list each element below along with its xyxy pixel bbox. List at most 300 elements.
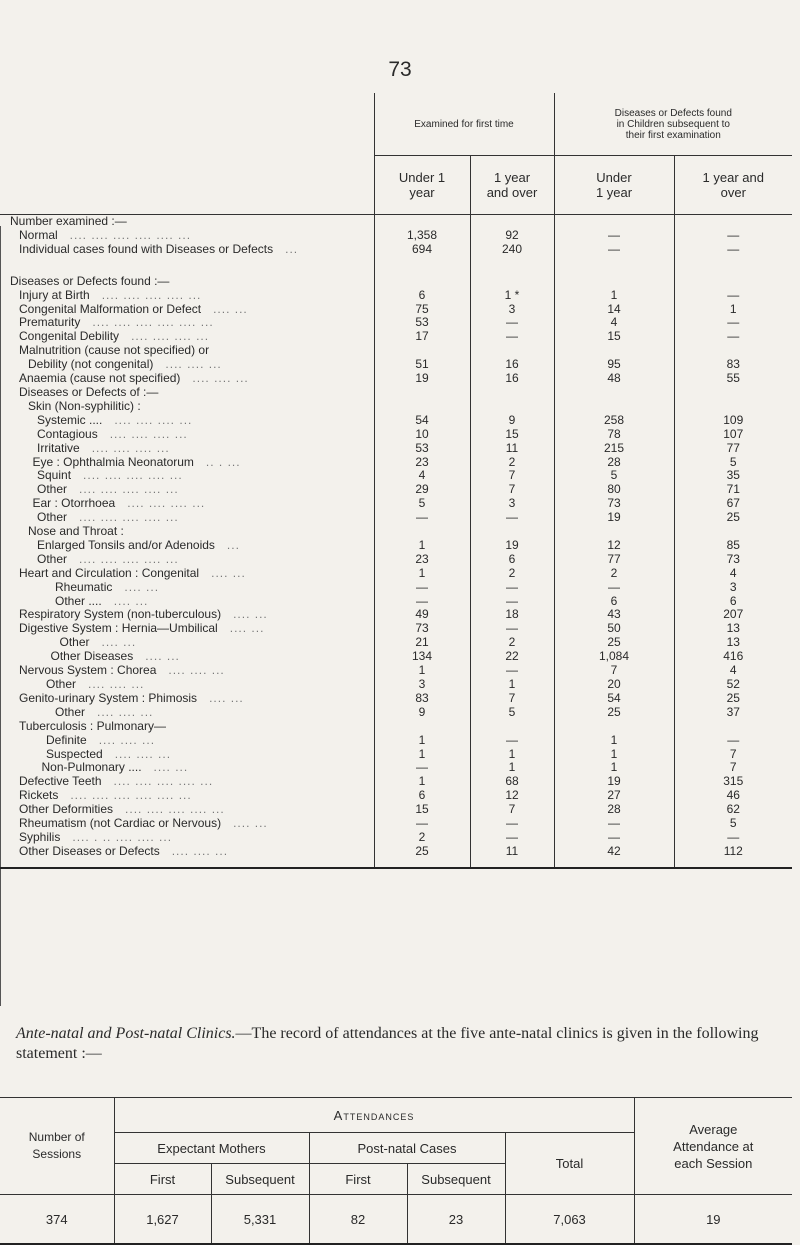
cell-value <box>374 720 470 734</box>
page-number: 73 <box>388 58 412 81</box>
header-expectant-mothers: Expectant Mothers <box>114 1133 309 1164</box>
cell-value: 4 <box>674 567 792 581</box>
cell-value: 1 <box>554 734 674 748</box>
cell-value: 9 <box>470 414 554 428</box>
cell-value: 71 <box>674 483 792 497</box>
table-row <box>0 789 792 803</box>
table-row <box>0 497 792 511</box>
cell-value: — <box>374 511 470 525</box>
dot-leader: .... .... ... <box>168 664 225 678</box>
table-row <box>0 761 792 775</box>
dot-leader: .... ... <box>233 608 268 622</box>
cell-value: 37 <box>674 706 792 720</box>
row-label <box>0 817 374 831</box>
cell-value: 43 <box>554 608 674 622</box>
cell-value: 83 <box>674 358 792 372</box>
cell-value: 6 <box>374 789 470 803</box>
sessions-count: 374 <box>0 1195 114 1245</box>
cell-value: 1 <box>554 748 674 762</box>
row-label <box>0 664 374 678</box>
row-label <box>0 372 374 386</box>
row-label-text: Debility (not congenital) <box>28 358 154 372</box>
expectant-subsequent: 5,331 <box>211 1195 309 1245</box>
row-label-text: Tuberculosis : Pulmonary— <box>19 719 166 733</box>
cell-value: 2 <box>470 636 554 650</box>
row-label <box>0 243 374 257</box>
row-label <box>0 316 374 330</box>
cell-value: 1,358 <box>374 229 470 243</box>
cell-value: 52 <box>674 678 792 692</box>
cell-value: — <box>470 316 554 330</box>
dot-leader: .... .... .... .... ... <box>125 803 225 817</box>
cell-value: 107 <box>674 428 792 442</box>
cell-value: 15 <box>554 330 674 344</box>
row-label <box>0 414 374 428</box>
table-row <box>0 525 792 539</box>
row-label-text: Prematurity <box>19 316 81 330</box>
cell-value: 62 <box>674 803 792 817</box>
cell-value: 25 <box>554 706 674 720</box>
row-label <box>0 748 374 762</box>
cell-value: 54 <box>374 414 470 428</box>
cell-value: 78 <box>554 428 674 442</box>
row-label-text: Syphilis <box>19 830 61 844</box>
dot-leader: .... ... <box>229 622 265 636</box>
row-label <box>0 358 374 372</box>
row-label-text: Rheumatism (not Cardiac or Nervous) <box>19 817 222 831</box>
row-label-text: Other .... <box>55 594 102 608</box>
cell-value <box>374 275 470 289</box>
header-subsequent: Subsequent <box>407 1164 505 1195</box>
postnatal-subsequent: 23 <box>407 1195 505 1245</box>
row-label-text: Malnutrition (cause not specified) or <box>19 344 210 358</box>
row-label-text: Anaemia (cause not specified) <box>19 372 181 386</box>
cell-value <box>554 257 674 275</box>
dot-leader: .... .... .... .... ... <box>79 552 179 566</box>
row-label <box>0 775 374 789</box>
cell-value: — <box>554 229 674 243</box>
cell-value: — <box>674 330 792 344</box>
cell-value: 46 <box>674 789 792 803</box>
dot-leader: .... ... <box>233 817 268 831</box>
cell-value: 17 <box>374 330 470 344</box>
table-row <box>0 469 792 483</box>
cell-value: 9 <box>374 706 470 720</box>
cell-value: 19 <box>470 539 554 553</box>
cell-value: 3 <box>674 581 792 595</box>
row-label-text: Rickets <box>19 789 59 803</box>
cell-value: — <box>470 817 554 831</box>
cell-value: — <box>470 581 554 595</box>
header-under-1-year: Under 1 year <box>374 156 470 215</box>
dot-leader: .... .... .... ... <box>109 427 188 441</box>
row-label <box>0 456 374 470</box>
cell-value: 23 <box>374 456 470 470</box>
row-label <box>0 483 374 497</box>
cell-value <box>374 257 470 275</box>
dot-leader: .... . .. .... .... ... <box>72 830 173 844</box>
cell-value <box>374 344 470 358</box>
cell-value: 54 <box>554 692 674 706</box>
row-label-text: Other Diseases or Defects <box>19 844 160 858</box>
cell-value: 73 <box>674 553 792 567</box>
row-label-text: Other Deformities <box>19 803 114 817</box>
dot-leader: .... ... <box>124 580 160 594</box>
cell-value <box>470 386 554 400</box>
cell-value: — <box>554 581 674 595</box>
cell-value: 240 <box>470 243 554 257</box>
cell-value: 68 <box>470 775 554 789</box>
dot-leader: .... .... .... ... <box>127 497 206 511</box>
row-label-text: Digestive System : Hernia—Umbilical <box>19 622 218 636</box>
cell-value: 1 <box>374 664 470 678</box>
row-label <box>0 692 374 706</box>
row-label-text: Genito-urinary System : Phimosis <box>19 691 198 705</box>
header-1-year-and-over: 1 year and over <box>470 156 554 215</box>
cell-value: 1 <box>470 761 554 775</box>
table-row <box>0 442 792 456</box>
cell-value: 95 <box>554 358 674 372</box>
cell-value: 5 <box>554 469 674 483</box>
dot-leader: .. . ... <box>205 455 241 469</box>
row-label-text: Diseases or Defects found :— <box>10 274 170 288</box>
cell-value: — <box>374 817 470 831</box>
cell-value: 18 <box>470 608 554 622</box>
dot-leader: .... .... .... .... ... <box>83 469 183 483</box>
cell-value: 5 <box>674 817 792 831</box>
cell-value: — <box>470 734 554 748</box>
header-spacer <box>0 156 374 215</box>
row-label <box>0 275 374 289</box>
cell-value: — <box>470 831 554 845</box>
cell-value: 28 <box>554 456 674 470</box>
cell-value: 7 <box>674 748 792 762</box>
cell-value: 83 <box>374 692 470 706</box>
cell-value: 16 <box>470 358 554 372</box>
dot-leader: .... .... ... <box>165 358 222 372</box>
cell-value: 5 <box>470 706 554 720</box>
table-row <box>0 275 792 289</box>
cell-value: — <box>674 316 792 330</box>
cell-value: 23 <box>374 553 470 567</box>
table-row <box>0 539 792 553</box>
row-label-text: Contagious <box>37 427 98 441</box>
cell-value: 77 <box>554 553 674 567</box>
attendances-table <box>0 1097 792 1245</box>
row-label <box>0 303 374 317</box>
cell-value: 7 <box>470 483 554 497</box>
row-label-text: Squint <box>37 469 72 483</box>
cell-value: 75 <box>374 303 470 317</box>
row-label <box>0 636 374 650</box>
table-row <box>0 243 792 257</box>
table-row <box>0 289 792 303</box>
table-row <box>0 400 792 414</box>
row-label <box>0 344 374 358</box>
dot-leader: .... .... ... <box>192 372 249 386</box>
cell-value: 15 <box>470 428 554 442</box>
cell-value: 5 <box>674 456 792 470</box>
clinics-paragraph <box>16 1024 796 1064</box>
postnatal-first: 82 <box>309 1195 407 1245</box>
row-label-text: Injury at Birth <box>19 288 90 302</box>
table-row <box>0 229 792 243</box>
cell-value <box>374 215 470 229</box>
cell-value: 112 <box>674 845 792 868</box>
header-1-year-and-over: 1 year and over <box>674 156 792 215</box>
cell-value <box>554 386 674 400</box>
table-row <box>0 456 792 470</box>
average-attendance: 19 <box>634 1195 792 1245</box>
cell-value: 1 <box>554 289 674 303</box>
cell-value: 77 <box>674 442 792 456</box>
cell-value: — <box>674 229 792 243</box>
cell-value: 1 <box>374 748 470 762</box>
table-row <box>0 414 792 428</box>
row-label-text: Nervous System : Chorea <box>19 664 157 678</box>
row-label <box>0 330 374 344</box>
row-label <box>0 215 374 229</box>
cell-value: — <box>470 330 554 344</box>
row-label-text: Number examined :— <box>10 214 127 228</box>
row-label-text: Individual cases found with Diseases or Defects <box>19 242 274 256</box>
row-label <box>0 831 374 845</box>
row-label-text: Definite <box>46 733 87 747</box>
cell-value: 15 <box>374 803 470 817</box>
cell-value: 25 <box>674 511 792 525</box>
row-label-text: Other <box>37 552 68 566</box>
row-label-text: Nose and Throat : <box>28 525 124 539</box>
cell-value: 2 <box>470 567 554 581</box>
row-label <box>0 706 374 720</box>
row-label-text: Defective Teeth <box>19 775 102 789</box>
clinics-heading: Ante-natal and Post-natal Clinics. <box>16 1025 236 1042</box>
table-row <box>0 803 792 817</box>
row-label-text: Ear : Otorrhoea <box>32 497 116 511</box>
table-row <box>0 303 792 317</box>
cell-value: 50 <box>554 622 674 636</box>
table-row <box>0 581 792 595</box>
row-label-text: Other <box>59 636 90 650</box>
cell-value: 7 <box>470 692 554 706</box>
cell-value: 6 <box>374 289 470 303</box>
cell-value: 1 <box>674 303 792 317</box>
table-row <box>0 330 792 344</box>
cell-value: — <box>674 831 792 845</box>
cell-value: 19 <box>374 372 470 386</box>
cell-value: 55 <box>674 372 792 386</box>
dot-leader: .... .... .... .... .... ... <box>69 228 192 242</box>
cell-value: 7 <box>470 469 554 483</box>
row-label-text: Non-Pulmonary .... <box>41 761 142 775</box>
cell-value: 73 <box>554 497 674 511</box>
dot-leader: .... .... .... .... ... <box>101 288 202 302</box>
row-label <box>0 257 374 275</box>
dot-leader: .... ... <box>101 636 137 650</box>
table-row <box>0 831 792 845</box>
row-label-text: Systemic .... <box>37 413 103 427</box>
cell-value: 12 <box>470 789 554 803</box>
cell-value: 2 <box>374 831 470 845</box>
cell-value: 27 <box>554 789 674 803</box>
cell-value: 11 <box>470 442 554 456</box>
dot-leader: .... ... <box>211 566 246 580</box>
cell-value: 22 <box>470 650 554 664</box>
row-label-text: Heart and Circulation : Congenital <box>19 566 200 580</box>
cell-value <box>554 720 674 734</box>
row-label-text: Eye : Ophthalmia Neonatorum <box>32 455 194 469</box>
cell-value: 7 <box>470 803 554 817</box>
row-label <box>0 734 374 748</box>
cell-value <box>674 344 792 358</box>
table-row <box>0 720 792 734</box>
cell-value: — <box>470 664 554 678</box>
cell-value: 315 <box>674 775 792 789</box>
cell-value: — <box>674 734 792 748</box>
row-label-text: Congenital Malformation or Defect <box>19 302 202 316</box>
cell-value: 49 <box>374 608 470 622</box>
row-label <box>0 400 374 414</box>
cell-value: 3 <box>470 303 554 317</box>
dot-leader: ... <box>285 242 299 256</box>
cell-value <box>470 215 554 229</box>
row-label <box>0 803 374 817</box>
cell-value: 67 <box>674 497 792 511</box>
row-label-text: Other <box>37 483 68 497</box>
row-label-text: Other <box>46 678 77 691</box>
cell-value: 20 <box>554 678 674 692</box>
cell-value: 21 <box>374 636 470 650</box>
header-total: Total <box>505 1133 634 1195</box>
dot-leader: .... ... <box>145 650 180 664</box>
cell-value <box>674 215 792 229</box>
cell-value: 35 <box>674 469 792 483</box>
cell-value: 48 <box>554 372 674 386</box>
cell-value <box>374 525 470 539</box>
table-row <box>0 608 792 622</box>
cell-value: 1 <box>374 567 470 581</box>
dot-leader: .... .... .... .... .... ... <box>70 789 192 803</box>
row-label <box>0 608 374 622</box>
table-row <box>0 483 792 497</box>
header-examined-first-time: Examined for first time <box>374 93 554 156</box>
clinics-text: —The record of attendances at the five ante-natal clinics is given in the following statement :— <box>16 1025 759 1062</box>
header-attendances: Attendances <box>114 1098 634 1133</box>
row-label-text: Other <box>55 705 86 719</box>
cell-value: 42 <box>554 845 674 868</box>
header-subsequent: Subsequent <box>211 1164 309 1195</box>
cell-value: 416 <box>674 650 792 664</box>
cell-value: — <box>374 761 470 775</box>
cell-value <box>470 525 554 539</box>
row-label-text: Other <box>37 511 68 525</box>
cell-value: 1 * <box>470 289 554 303</box>
table-row <box>0 428 792 442</box>
cell-value <box>374 386 470 400</box>
cell-value: 4 <box>674 664 792 678</box>
row-label <box>0 720 374 734</box>
cell-value: 1 <box>470 748 554 762</box>
table-row <box>0 215 792 229</box>
cell-value <box>470 257 554 275</box>
cell-value: 207 <box>674 608 792 622</box>
cell-value: 10 <box>374 428 470 442</box>
cell-value: 109 <box>674 414 792 428</box>
dot-leader: .... .... .... .... ... <box>79 483 179 497</box>
dot-leader: .... ... <box>113 594 149 608</box>
dot-leader: .... ... <box>209 691 244 705</box>
dot-leader: .... .... .... .... ... <box>113 775 214 789</box>
cell-value <box>470 344 554 358</box>
cell-value: — <box>554 243 674 257</box>
table-row <box>0 817 792 831</box>
cell-value <box>674 257 792 275</box>
cell-value: — <box>674 243 792 257</box>
row-label-text: Irritative <box>37 441 80 455</box>
cell-value: 92 <box>470 229 554 243</box>
header-under-1-year: Under 1 year <box>554 156 674 215</box>
dot-leader: .... .... .... ... <box>131 330 210 344</box>
row-label-text: Skin (Non-syphilitic) : <box>28 399 141 413</box>
cell-value: 85 <box>674 539 792 553</box>
cell-value: 3 <box>470 497 554 511</box>
cell-value: 134 <box>374 650 470 664</box>
table-row <box>0 553 792 567</box>
table-row <box>0 734 792 748</box>
table-row <box>0 386 792 400</box>
row-label <box>0 845 374 868</box>
cell-value <box>554 275 674 289</box>
table-row <box>0 775 792 789</box>
header-average-attendance: Average Attendance at each Session <box>634 1098 792 1195</box>
row-label <box>0 428 374 442</box>
dot-leader: .... .... .... .... .... ... <box>92 316 214 330</box>
table-row <box>0 706 792 720</box>
cell-value <box>470 720 554 734</box>
dot-leader: .... .... ... <box>171 844 229 858</box>
cell-value <box>554 525 674 539</box>
cell-value: 16 <box>470 372 554 386</box>
cell-value: 1 <box>554 761 674 775</box>
row-label <box>0 789 374 803</box>
row-label-text: Rheumatic <box>55 580 113 594</box>
cell-value: — <box>554 831 674 845</box>
cell-value <box>554 400 674 414</box>
cell-value: 4 <box>554 316 674 330</box>
row-label-text: Normal <box>19 228 58 242</box>
cell-value: 80 <box>554 483 674 497</box>
row-label <box>0 678 374 692</box>
table-row <box>0 636 792 650</box>
cell-value <box>374 400 470 414</box>
row-label <box>0 511 374 525</box>
cell-value: — <box>470 595 554 609</box>
examinations-table <box>0 93 792 869</box>
cell-value: 6 <box>470 553 554 567</box>
cell-value: 19 <box>554 511 674 525</box>
table-row <box>0 344 792 358</box>
table-row <box>0 664 792 678</box>
cell-value: 1 <box>374 775 470 789</box>
row-label <box>0 553 374 567</box>
cell-value: 7 <box>554 664 674 678</box>
table-row <box>0 748 792 762</box>
cell-value: 1 <box>470 678 554 692</box>
cell-value <box>674 720 792 734</box>
dot-leader: .... .... .... .... ... <box>79 511 179 525</box>
row-label-text: Diseases or Defects of :— <box>19 385 159 399</box>
cell-value: — <box>554 817 674 831</box>
